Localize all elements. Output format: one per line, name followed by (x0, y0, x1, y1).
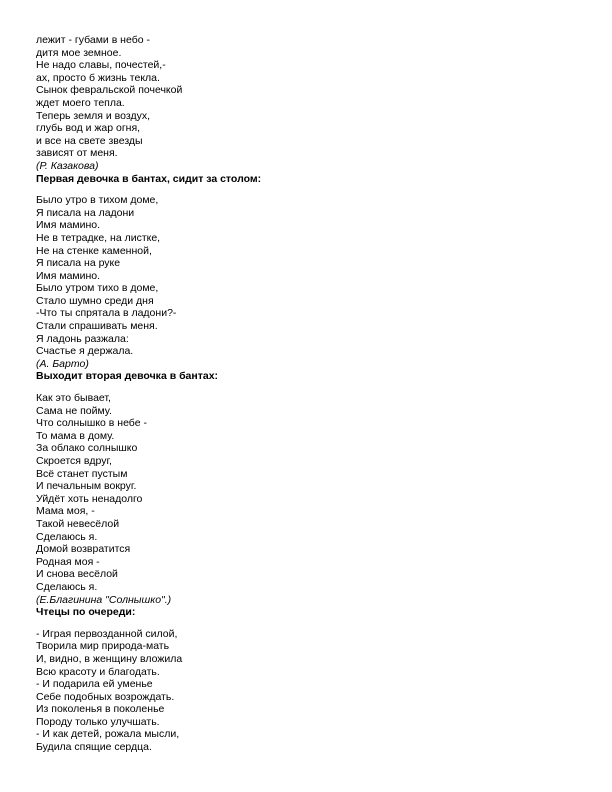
poem-section (36, 34, 576, 173)
poem-line: Не надо славы, почестей,- (36, 59, 166, 72)
poem-line: Сынок февральской почечкой (36, 84, 183, 97)
poem-line: Будила спящие сердца. (36, 741, 152, 754)
poem-line: Имя мамино. (36, 269, 101, 282)
poem-line: Было утром тихо в доме, (36, 282, 159, 295)
poem-line: глубь вод и жар огня, (36, 122, 141, 135)
poem-line: Не на стенке каменной, (36, 244, 152, 257)
poem-line: - Играя первозданной силой, (36, 627, 178, 640)
section-heading: Выходит вторая девочка в бантах: (36, 370, 219, 383)
poem-line: Родная моя - (36, 555, 100, 568)
poem-line: Было утро в тихом доме, (36, 194, 159, 207)
poem-line: За облако солнышко (36, 442, 138, 455)
poem-line: - И как детей, рожала мысли, (36, 728, 180, 741)
poem-line: Я писала на руке (36, 257, 121, 270)
poem-line: И печальным вокруг. (36, 480, 137, 493)
poem-line: Стали спрашивать меня. (36, 320, 158, 333)
poem-line: ждет моего тепла. (36, 96, 125, 109)
poem-line: Породу только улучшать. (36, 715, 160, 728)
poem-line: зависят от меня. (36, 147, 118, 160)
poem-line: Стало шумно среди дня (36, 294, 154, 307)
document-page (36, 34, 576, 754)
poem-line: -Что ты спрятала в ладони?- (36, 307, 177, 320)
poem-line: Сама не пойму. (36, 404, 112, 417)
poem-line: и все на свете звезды (36, 134, 143, 147)
poem-line: Имя мамино. (36, 219, 101, 232)
poem-line: Я ладонь разжала: (36, 332, 129, 345)
poem-line: Всё станет пустым (36, 467, 128, 480)
poem-line: То мама в дому. (36, 429, 115, 442)
poem-section (36, 392, 576, 606)
poem-line: Такой невесёлой (36, 517, 120, 530)
spacer (36, 383, 576, 392)
poem-line: Уйдёт хоть ненадолго (36, 492, 143, 505)
section-heading: Первая девочка в бантах, сидит за столом: (36, 172, 262, 185)
poem-line: Как это бывает, (36, 392, 111, 405)
poem-line: Сделаюсь я. (36, 580, 98, 593)
poem-line: лежит - губами в небо - (36, 34, 150, 46)
section-heading: Чтецы по очереди: (36, 606, 136, 619)
spacer (36, 185, 576, 194)
poem-section (36, 194, 576, 370)
poem-line: Что солнышко в небе - (36, 417, 147, 430)
poem-line: ах, просто б жизнь текла. (36, 71, 160, 84)
poem-line: Теперь земля и воздух, (36, 109, 150, 122)
poem-line: дитя мое земное. (36, 46, 122, 59)
poem-line: Творила мир природа-мать (36, 640, 170, 653)
poem-line: Из поколенья в поколенье (36, 703, 165, 716)
poem-line: Счастье я держала. (36, 345, 134, 358)
poem-line: Мама моя, - (36, 505, 95, 518)
poem-line: И снова весёлой (36, 568, 118, 581)
poem-line: Не в тетрадке, на листке, (36, 231, 161, 244)
poem-line: Скроется вдруг, (36, 455, 112, 467)
poem-line: Всю красоту и благодать. (36, 665, 160, 678)
poem-author: (Е.Благинина "Солнышко".) (36, 593, 172, 606)
poem-line: Домой возвратится (36, 543, 131, 556)
spacer (36, 619, 576, 628)
poem-line: Себе подобных возрождать. (36, 690, 175, 703)
poem-section (36, 628, 576, 754)
poem-line: - И подарила ей уменье (36, 678, 153, 691)
poem-author: (Р. Казакова) (36, 159, 99, 172)
poem-line: Я писала на ладони (36, 206, 135, 219)
poem-line: Сделаюсь я. (36, 530, 98, 543)
poem-author: (А. Барто) (36, 357, 89, 370)
poem-line: И, видно, в женщину вложила (36, 652, 183, 665)
